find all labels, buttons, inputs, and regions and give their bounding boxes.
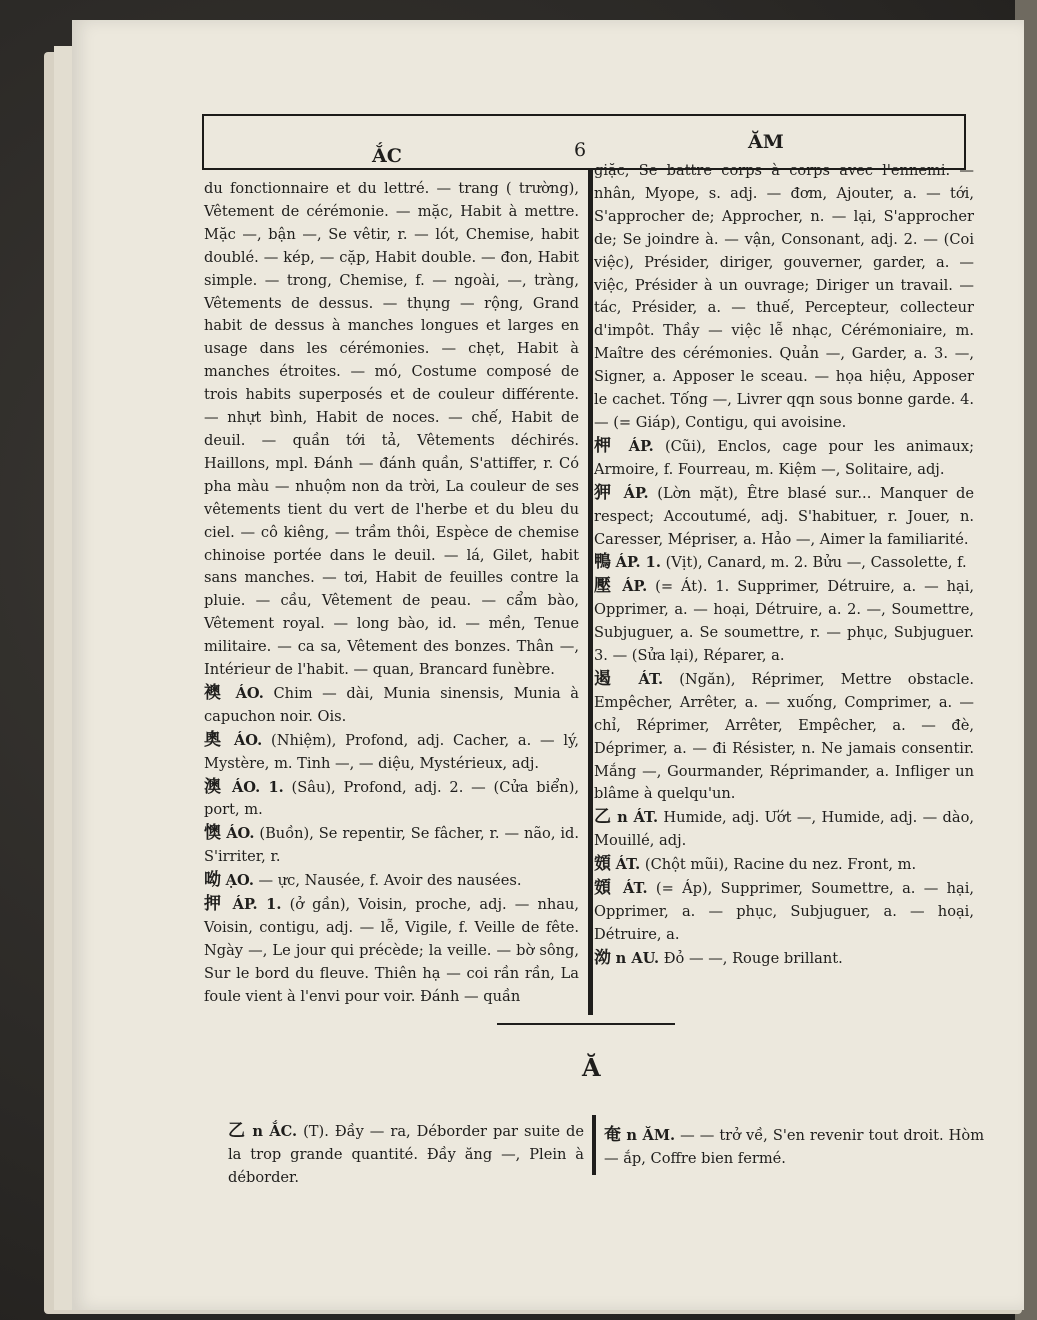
entry [594, 806, 974, 853]
entry-definition: (= Át). 1. Supprimer, Détruire, a. — hại, Opprimer, a. — hoại, Détruire, a. 2. —, Soumettre, Subjuguer, a. Se soumettre, r. — phục, Subjuguer. 3. — (Sửa lại), Réparer, a. [594, 578, 975, 665]
entry [228, 1120, 584, 1190]
entry-headword: ÁP. [622, 578, 648, 596]
entry-definition: Chim — dài, Munia sinensis, Munia à capuchon noir. Ois. [204, 684, 580, 725]
section-left-column [228, 1120, 584, 1190]
entry-headword: ÁO. 1. [231, 778, 284, 796]
entry-definition: (Nhiệm), Profond, adj. Cacher, a. — lý, Mystère, m. Tinh —, — diệu, Mystérieux, adj. [204, 731, 580, 772]
entry [604, 1124, 984, 1171]
entry [594, 947, 974, 971]
entry-continuation: giặc, Se battre corps à corps avec l'ennemi. — nhân, Myope, s. adj. — đơm, Ajouter, a. — tới, S'approcher de; Approcher, n. — lại, S'approcher de; Se joindre à. — vận, Consonant, adj. 2. — (Coi việc), Présider, diriger, gouverner, garder, a. — việc, Présider à un ouvrage; Diriger un travail. — tác, Présider, a. — thuế, Percepteur, collecteur d'impôt. Thầy — việc lễ nhạc, Cérémoniaire, m. Maître des cérémonies. Quản —, Garder, a. 3. —, Signer, a. Apposer le sceau. — họa hiệu, Apposer le cachet. Tống —, Livrer qqn sous bonne garde. 4. — (= Giáp), Contigu, qui avoisine. [594, 162, 974, 431]
entry-character: 奄 [604, 1125, 622, 1145]
entry-definition: — ực, Nausée, f. Avoir des nausées. [258, 872, 522, 890]
entry [594, 877, 974, 947]
entry-definition: (Ngăn), Réprimer, Mettre obstacle. Empêcher, Arrêter, a. — xuống, Comprimer, a. — chỉ, Réprimer, Arrêter, Empêcher, a. — đè, Déprimer, a. — đi Résister, n. Ne jamais consentir. Mắng —, Gourmander, Réprimander, a. Infliger un blâme à quelqu'un. [594, 670, 975, 803]
entry-definition: (= Áp), Supprimer, Soumettre, a. — hại, Opprimer, a. — phục, Subjuguer, a. — hoại, Détruire, a. [594, 880, 975, 943]
left-column [204, 178, 579, 1009]
entry-headword: ÁP. [628, 437, 654, 455]
entry-headword: ÁT. [622, 880, 648, 898]
entry-definition: Humide, adj. Ướt —, Humide, adj. — dào, Mouillé, adj. [594, 809, 975, 850]
header-left-word: ẮC [372, 145, 402, 167]
entry [204, 869, 579, 893]
entry [204, 776, 579, 823]
entry-definition: (T). Đầy — ra, Déborder par suite de la trop grande quantité. Đầy ăng —, Plein à déborder. [228, 1123, 585, 1186]
entry-definition: Đỏ — —, Rouge brillant. [663, 949, 843, 967]
section-right-column [604, 1124, 984, 1171]
entry [594, 551, 974, 575]
page-number: 6 [574, 139, 587, 161]
entry [594, 435, 974, 482]
entry [594, 853, 974, 877]
entry-headword: ÁP. 1. [615, 554, 661, 572]
entry [594, 575, 974, 668]
entry-character: 乙 [594, 807, 612, 828]
entry [204, 893, 579, 1009]
entry-character: 呦 [204, 870, 221, 891]
entry-headword: ÁP. [623, 484, 649, 502]
entry-definition: (ở gần), Voisin, proche, adj. — nhau, Voisin, contigu, adj. — lễ, Vigile, f. Veille de fête. Ngày —, Le jour qui précède; la veille. — bờ sông, Sur le bord du fleuve. Thiên hạ — coi rần rần, La foule vient à l'envi pour voir. Đánh — quần [204, 896, 580, 1005]
entry [594, 482, 974, 552]
entry-character: 襖 [204, 682, 226, 703]
entry-character: 頞 [594, 854, 611, 875]
right-column [594, 160, 974, 971]
entry-headword: n AU. [615, 949, 660, 967]
entry-definition: (Sâu), Profond, adj. 2. — (Cửa biển), port, m. [204, 778, 580, 819]
entry [204, 822, 579, 869]
entry-character: 遏 [594, 668, 623, 689]
entry-definition: (Chột mũi), Racine du nez. Front, m. [644, 856, 917, 874]
entry-character: 狎 [594, 482, 616, 503]
column-divider-bottom [592, 1115, 596, 1175]
entry-headword: ÁT. [615, 856, 641, 874]
entry-headword: ÁP. 1. [232, 896, 282, 914]
section-letter: Ă [582, 1053, 601, 1082]
entry-continuation: du fonctionnaire et du lettré. — trang ( trường), Vêtement de cérémonie. — mặc, Habit à mettre. Mặc —, bận —, Se vêtir, r. — lót, Chemise, habit doublé. — kép, — cặp, Habit double. — đon, Habit simple. — trong, Chemise, f. — ngoài, —, tràng, Vêtements de dessus. — thụng — rộng, Grand habit de dessus à manches longues et larges en usage dans les cérémonies. — chẹt, Habit à manches étroites. — mó, Costume composé de trois habits superposés et de couleur différente. — nhựt bình, Habit de noces. — chế, Habit de deuil. — quần tới tả, Vêtements déchirés. Haillons, mpl. Đánh — đánh quần, S'attiffer, r. Có pha màu — nhuộm non da trời, La couleur de ses vêtements tient du vert de l'herbe et du bleu du ciel. — cô kiêng, — trầm thôi, Espèce de chemise chinoise portée dans le deuil. — lá, Gilet, habit sans manches. — tơi, Habit de feuilles contre la pluie. — cầu, Vêtement de peau. — cẩm bào, Vêtement royal. — long bào, id. — mền, Tenue militaire. — ca sa, Vêtement des bonzes. Thân —, Intérieur de l'habit. — quan, Brancard funèbre. [204, 180, 579, 679]
entry [204, 729, 579, 776]
entry-headword: ẠO. [225, 872, 254, 890]
entry-character: 壓 [594, 576, 615, 597]
entry-headword: n ẮC. [252, 1123, 298, 1140]
entry-headword: ÁT. [638, 670, 664, 688]
header-right-word: ĂM [748, 131, 784, 153]
section-rule [497, 1023, 675, 1025]
entry-headword: n ÁT. [617, 809, 659, 827]
entry-definition: (Buồn), Se repentir, Se fâcher, r. — não, id. S'irriter, r. [204, 825, 580, 866]
entry-character: 押 [204, 894, 225, 915]
entry-character: 奧 [204, 729, 226, 750]
entry-character: 泑 [594, 947, 611, 968]
entry-definition: — — trở về, S'en revenir tout droit. Hòm — ắp, Coffre bien fermé. [604, 1127, 985, 1167]
entry-headword: ÁO. [233, 731, 263, 749]
column-divider [588, 170, 593, 1015]
entry-headword: ÁO. [235, 684, 264, 702]
entry-headword: n ĂM. [626, 1127, 676, 1144]
entry-definition: (Vịt), Canard, m. 2. Bửu —, Cassolette, f. [665, 554, 967, 572]
entry [594, 668, 974, 806]
entry-character: 澳 [204, 776, 225, 797]
entry-character: 柙 [594, 435, 618, 456]
entry-character: 頞 [594, 878, 615, 899]
entry-headword: ÁO. [226, 825, 255, 843]
entry-character: 乙 [228, 1121, 247, 1141]
entry-character: 懊 [204, 823, 222, 844]
entry-character: 鴨 [594, 552, 611, 573]
entry-definition: (Cũi), Enclos, cage pour les animaux; Armoire, f. Fourreau, m. Kiệm —, Solitaire, adj. [594, 437, 975, 478]
entry [204, 682, 579, 729]
entry-definition: (Lờn mặt), Être blasé sur... Manquer de respect; Accoutumé, adj. S'habituer, r. Jouer, n. Caresser, Mépriser, a. Hảo —, Aimer la familiarité. [594, 484, 975, 548]
